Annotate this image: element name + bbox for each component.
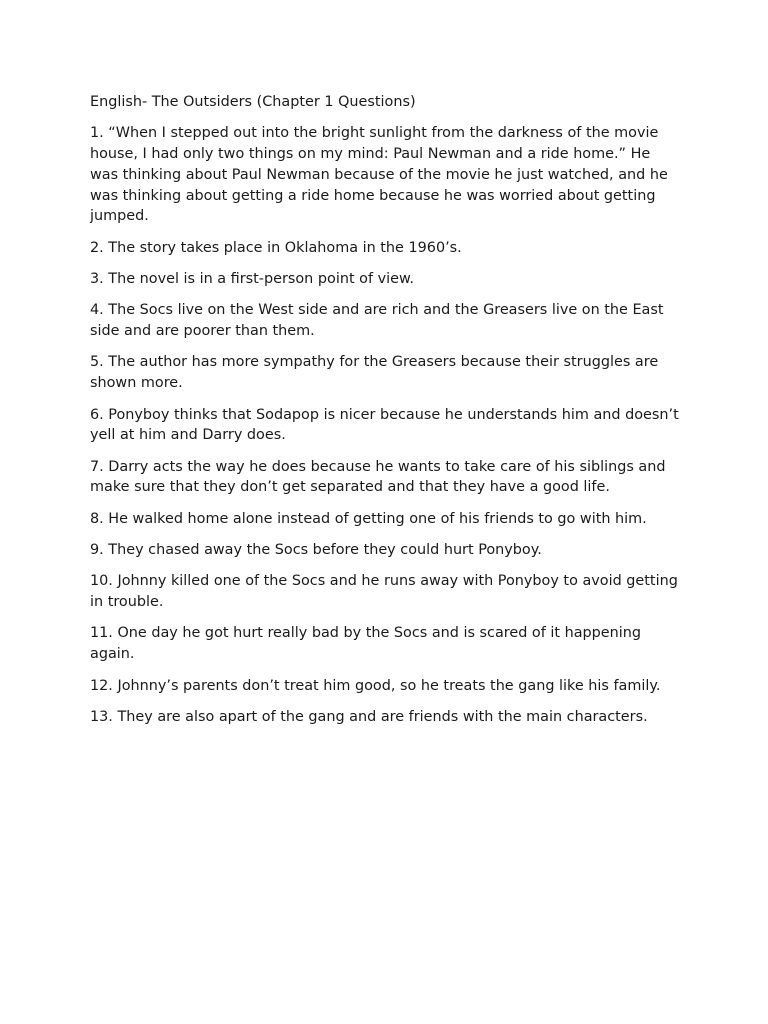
- document-title: English- The Outsiders (Chapter 1 Questions): [90, 94, 416, 110]
- answer-13: 13. They are also apart of the gang and are friends with the main characters.: [90, 708, 648, 725]
- answer-4: 4. The Socs live on the West side and are rich and the Greasers live on the East side and are poorer than them.: [90, 302, 664, 340]
- document-body: [90, 92, 680, 738]
- answer-3: 3. The novel is in a first-person point of view.: [90, 271, 414, 288]
- answer-12: 12. Johnny’s parents don’t treat him good, so he treats the gang like his family.: [90, 677, 661, 694]
- answer-8: 8. He walked home alone instead of getting one of his friends to go with him.: [90, 510, 647, 527]
- answer-11: 11. One day he got hurt really bad by the Socs and is scared of it happening again.: [90, 625, 642, 663]
- answer-list: [90, 123, 680, 727]
- answer-6: 6. Ponyboy thinks that Sodapop is nicer because he understands him and doesn’t yell at him and Darry does.: [90, 406, 679, 444]
- answer-9: 9. They chased away the Socs before they could hurt Ponyboy.: [90, 542, 542, 559]
- answer-10: 10. Johnny killed one of the Socs and he runs away with Ponyboy to avoid getting in trouble.: [90, 573, 678, 611]
- answer-5: 5. The author has more sympathy for the Greasers because their struggles are shown more.: [90, 354, 659, 392]
- answer-7: 7. Darry acts the way he does because he wants to take care of his siblings and make sure that they don’t get separated and that they have a good life.: [90, 458, 666, 496]
- answer-2: 2. The story takes place in Oklahoma in the 1960’s.: [90, 239, 462, 256]
- answer-1: 1. “When I stepped out into the bright sunlight from the darkness of the movie house, I had only two things on my mind: Paul Newman and a ride home.” He was thinking about Paul Newman because of the movie he just watched, and he was thinking about getting a ride home because he was worried about getting jumped.: [90, 125, 668, 225]
